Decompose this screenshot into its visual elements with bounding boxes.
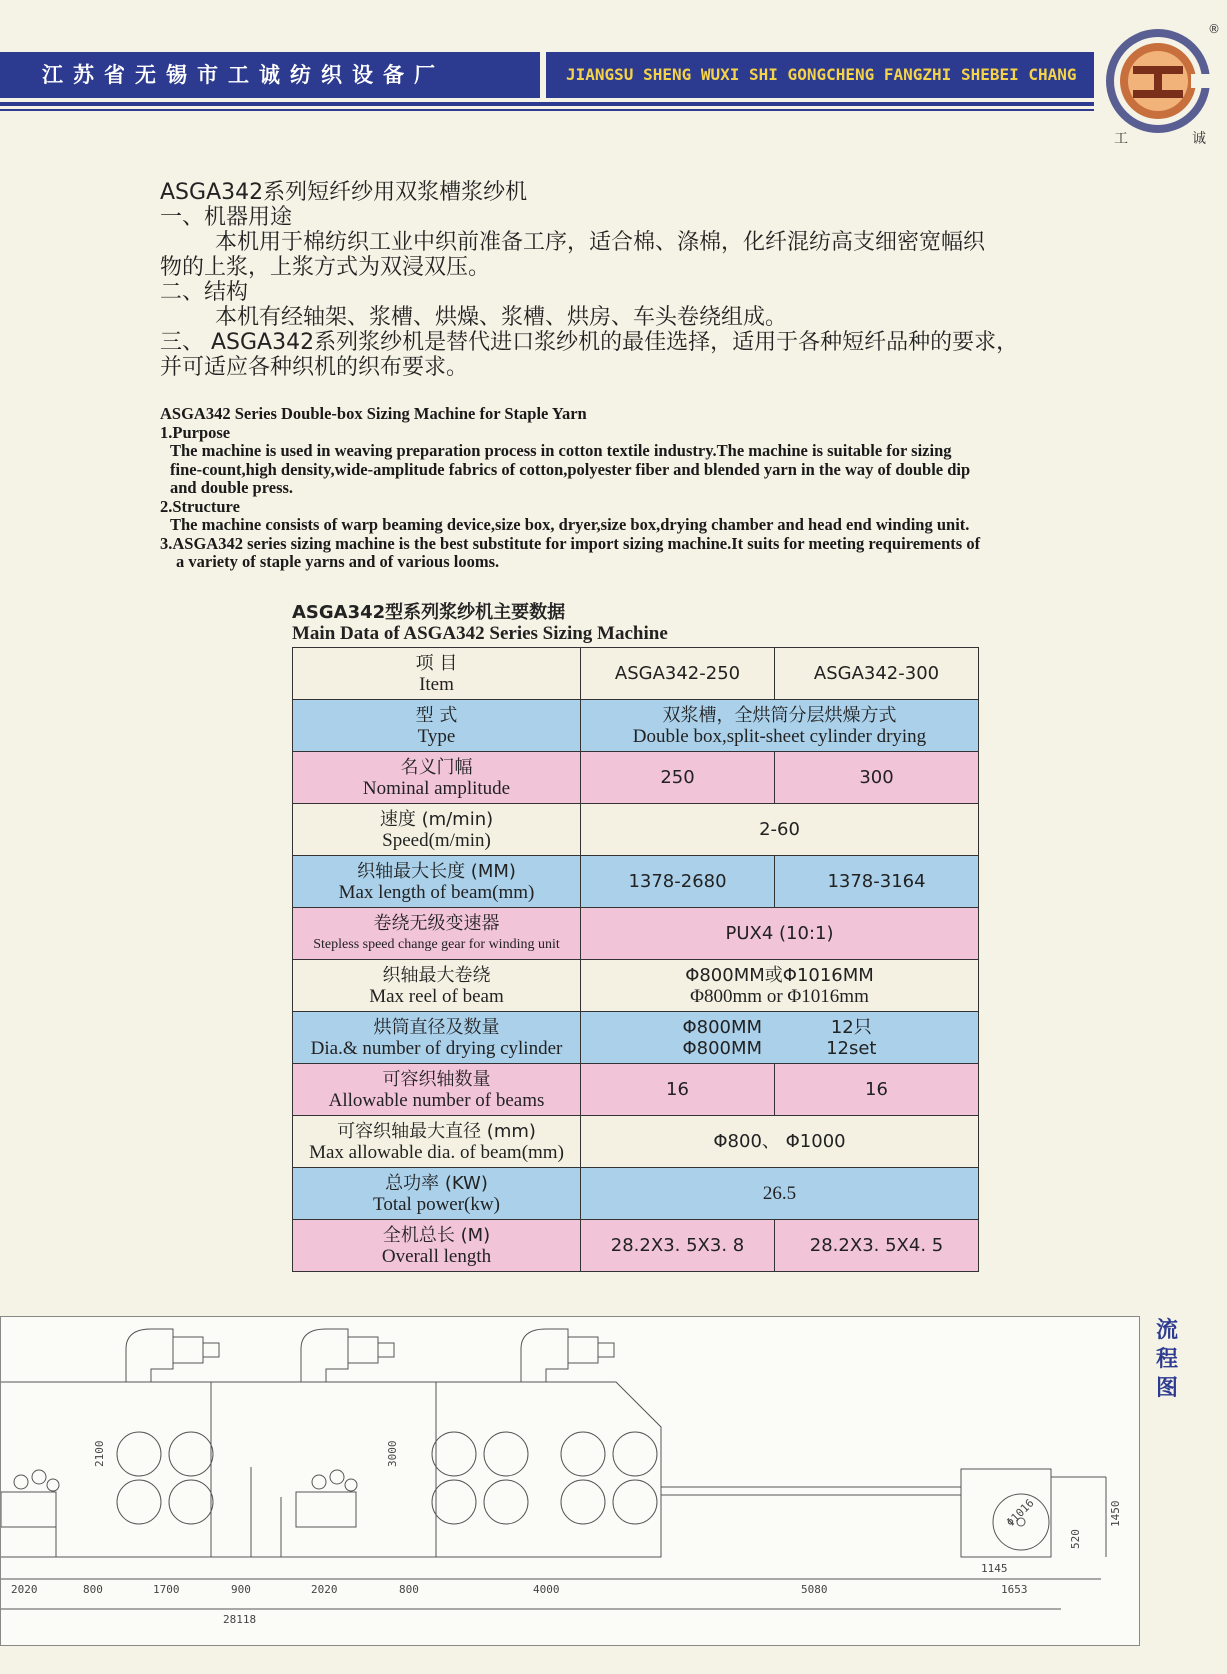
label-cn: 名义门幅: [400, 756, 473, 778]
intro-cn-s2-head: 二、结构: [160, 280, 249, 305]
dim-8: 5080: [801, 1583, 828, 1596]
intro-cn-s1-body-a: 本机用于棉纺织工业中织前准备工序，适合棉、涤棉，化纤混纺高支细密宽幅织: [215, 230, 986, 255]
intro-cn-s2-body: 本机有经轴架、浆槽、烘燥、浆槽、烘房、车头卷绕组成。: [215, 305, 788, 330]
roll-dia: Φ1016: [1003, 1496, 1037, 1530]
label-cn: 总功率 (KW): [385, 1172, 488, 1194]
dim-5: 2020: [311, 1583, 338, 1596]
value-250: 28.2X3. 5X3. 8: [581, 1220, 775, 1272]
intro-cn-s3-a: 三、 ASGA342系列浆纱机是替代进口浆纱机的最佳选择，适用于各种短纤品种的要求，: [160, 330, 1019, 355]
table-row: [293, 1168, 979, 1220]
label-en: Overall length: [381, 1245, 492, 1267]
table-row: [293, 700, 979, 752]
dim-7: 4000: [533, 1583, 560, 1596]
label-cn: 卷绕无级变速器: [373, 912, 500, 934]
intro-en-s2-head: 2.Structure: [160, 496, 240, 516]
dim-6: 800: [399, 1583, 419, 1596]
row-label: [293, 856, 581, 908]
label-en: Total power(kw): [373, 1193, 500, 1215]
row-value: 2-60: [581, 804, 979, 856]
label-cn: 可容织轴最大直径 (mm): [337, 1120, 536, 1142]
intro-cn-s3-b: 并可适应各种织机的织布要求。: [160, 355, 469, 380]
label-en: Type: [417, 725, 456, 747]
row-label: [293, 1116, 581, 1168]
table-row: [293, 1064, 979, 1116]
row-value: [581, 1012, 979, 1064]
intro-en-s1-head: 1.Purpose: [160, 422, 231, 442]
spec-table: [292, 647, 979, 1272]
row-value: PUX4 (10:1): [581, 908, 979, 960]
label-cn: 可容织轴数量: [382, 1068, 491, 1090]
cylinder-dia-2: Φ800MM: [682, 1037, 763, 1059]
row-label: [293, 908, 581, 960]
value-en: Double box,split-sheet cylinder drying: [632, 725, 927, 747]
table-title-en: Main Data of ASGA342 Series Sizing Machine: [292, 623, 668, 644]
height-3: 1450: [1109, 1500, 1122, 1527]
intro-en-s1-a: The machine is used in weaving preparation process in cotton textile industry.The machine is suitable for sizing: [170, 441, 952, 460]
label-en: Max allowable dia. of beam(mm): [309, 1141, 564, 1163]
value-250: 16: [581, 1064, 775, 1116]
cylinder-count-en: 12set: [826, 1037, 877, 1059]
table-row: [293, 752, 979, 804]
value-300: 300: [775, 752, 979, 804]
company-name-en: JIANGSU SHENG WUXI SHI GONGCHENG FANGZHI SHEBEI CHANG: [546, 52, 1094, 98]
flow-label: 流程图: [1155, 1318, 1178, 1401]
table-row: [293, 1012, 979, 1064]
row-value: Φ800、 Φ1000: [581, 1116, 979, 1168]
height-4: 520: [1069, 1529, 1082, 1549]
label-cn: 织轴最大长度 (MM): [357, 860, 516, 882]
row-label: [293, 960, 581, 1012]
table-title: [292, 602, 668, 644]
row-label: [293, 804, 581, 856]
header-rule: [0, 102, 1094, 106]
label-cn: 速度 (m/min): [379, 808, 494, 830]
label-en: Max length of beam(mm): [338, 881, 535, 903]
row-value: [581, 960, 979, 1012]
dim-3: 1700: [153, 1583, 180, 1596]
header-banner: [0, 52, 1100, 112]
intro-en-s3-a: 3.ASGA342 series sizing machine is the best substitute for import sizing machine.It suits for meeting requirements of: [160, 533, 981, 553]
dim-9: 1145: [981, 1562, 1008, 1575]
cylinder-count: [826, 1017, 876, 1059]
row-label: [293, 752, 581, 804]
row-label: [293, 700, 581, 752]
table-cell-item: [293, 648, 581, 700]
label-en: Stepless speed change gear for winding unit: [313, 936, 560, 952]
cylinder-dia-1: Φ800MM: [682, 1016, 763, 1038]
row-value: [581, 700, 979, 752]
logo-caption-left: 工: [1114, 131, 1128, 147]
height-2: 3000: [386, 1440, 399, 1467]
height-1: 2100: [93, 1440, 106, 1467]
table-row: [293, 856, 979, 908]
header-rule-thin: [0, 109, 1094, 111]
table-header-row: [293, 648, 979, 700]
item-head-en: Item: [419, 673, 454, 695]
intro-cn-title: ASGA342系列短纤纱用双浆槽浆纱机: [160, 180, 528, 205]
table-row: [293, 960, 979, 1012]
row-label: [293, 1220, 581, 1272]
value-300: 16: [775, 1064, 979, 1116]
label-en: Nominal amplitude: [362, 777, 511, 799]
dim-1: 2020: [11, 1583, 38, 1596]
value-250: 1378-2680: [581, 856, 775, 908]
value-300: 28.2X3. 5X4. 5: [775, 1220, 979, 1272]
logo-caption-right: 诚: [1192, 131, 1206, 147]
label-en: Dia.& number of drying cylinder: [310, 1037, 563, 1059]
table-title-cn: ASGA342型系列浆纱机主要数据: [292, 602, 566, 623]
label-cn: 烘筒直径及数量: [373, 1016, 500, 1038]
company-name-cn: 江苏省无锡市工诚纺织设备厂: [0, 52, 540, 98]
company-logo-icon: [1103, 26, 1213, 136]
label-en: Allowable number of beams: [328, 1089, 545, 1111]
cylinder-values: [581, 1017, 978, 1059]
value-250: 250: [581, 752, 775, 804]
machine-drawing: [1, 1317, 1141, 1647]
dim-2: 800: [83, 1583, 103, 1596]
row-label: [293, 1168, 581, 1220]
row-label: [293, 1012, 581, 1064]
value-cn: 双浆槽，全烘筒分层烘燥方式: [662, 704, 897, 726]
dim-10: 1653: [1001, 1583, 1028, 1596]
label-cn: 织轴最大卷绕: [382, 964, 491, 986]
cylinder-dia: [682, 1017, 762, 1059]
value-300: 1378-3164: [775, 856, 979, 908]
row-value: 26.5: [581, 1168, 979, 1220]
label-cn: 全机总长 (M): [382, 1224, 491, 1246]
label-en: Speed(m/min): [382, 829, 491, 851]
table-row: [293, 804, 979, 856]
intro-en-title: ASGA342 Series Double-box Sizing Machine for Staple Yarn: [160, 404, 587, 423]
row-label: [293, 1064, 581, 1116]
intro-english: [160, 405, 1110, 572]
item-head-cn: 项 目: [415, 652, 458, 674]
label-en: Max reel of beam: [369, 985, 504, 1007]
intro-chinese: [160, 180, 1110, 380]
intro-en-s2-a: The machine consists of warp beaming device,size box, dryer,size box,drying chamber and head end winding unit.: [170, 515, 970, 534]
registered-mark: ®: [1208, 22, 1220, 36]
value-cn: Φ800MM或Φ1016MM: [685, 964, 874, 986]
dim-total: 28118: [223, 1613, 257, 1626]
model-300-header: ASGA342-300: [775, 648, 979, 700]
flow-diagram: [0, 1316, 1140, 1646]
cylinder-count-cn: 12只: [830, 1016, 872, 1038]
table-row: [293, 1220, 979, 1272]
table-row: [293, 1116, 979, 1168]
intro-en-s1-c: and double press.: [170, 478, 294, 497]
table-row: [293, 908, 979, 960]
intro-cn-s1-head: 一、机器用途: [160, 205, 293, 230]
dim-4: 900: [231, 1583, 251, 1596]
model-250-header: ASGA342-250: [581, 648, 775, 700]
label-cn: 型 式: [415, 704, 458, 726]
intro-en-s1-b: fine-count,high density,wide-amplitude fabrics of cotton,polyester fiber and blended yarn in the way of double dip: [170, 459, 971, 479]
value-en: Φ800mm or Φ1016mm: [690, 985, 869, 1007]
intro-en-s3-b: a variety of staple yarns and of various looms.: [176, 552, 500, 571]
intro-cn-s1-body-b: 物的上浆，上浆方式为双浸双压。: [160, 255, 491, 280]
